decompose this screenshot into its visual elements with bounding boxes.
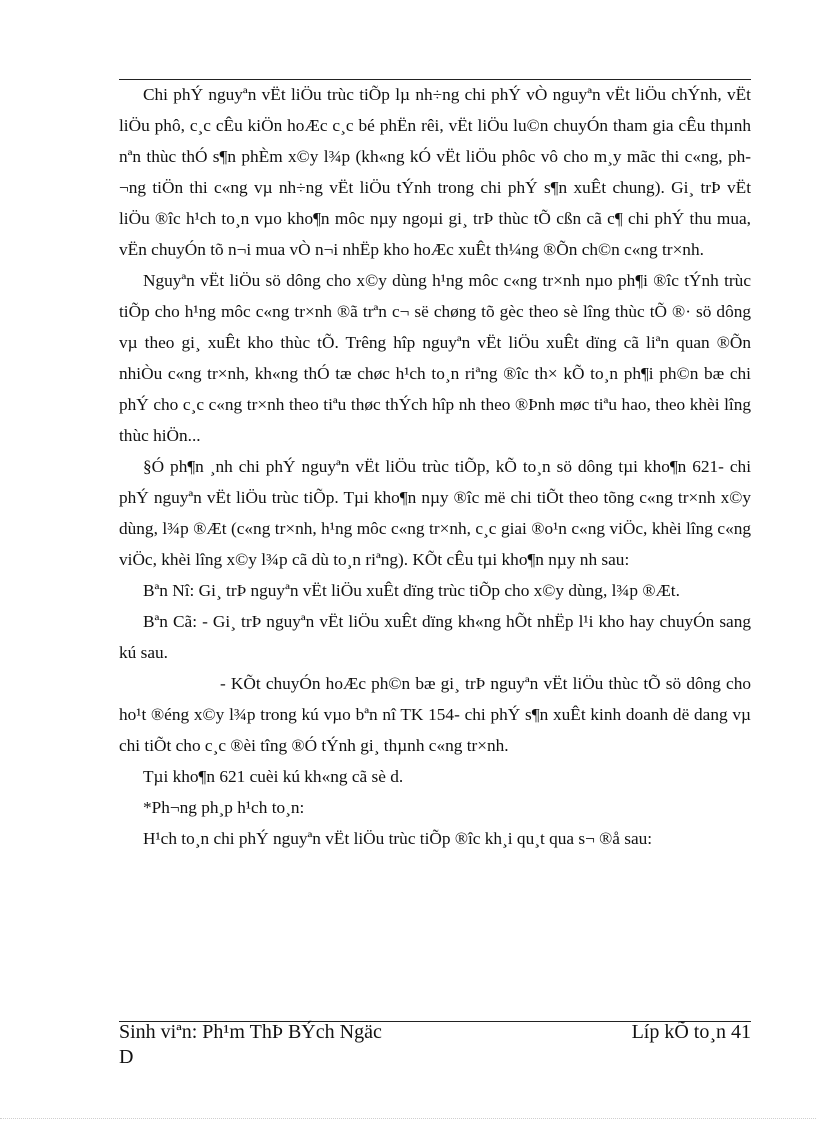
footer-student [119, 1020, 479, 1070]
footer-continuation: D [119, 1046, 134, 1068]
footer-student-name: Sinh viªn: Ph¹m ThÞ BÝch Ngäc [119, 1021, 382, 1043]
paragraph-credit-side: Bªn Cã: - Gi¸ trÞ nguyªn vËt liÖu xuÊt dïng kh«ng hÕt nhËp l¹i kho hay chuyÓn sang kú sau. [119, 612, 751, 662]
paragraph-material-cost-definition: Chi phÝ nguyªn vËt liÖu trùc tiÕp lµ nh÷ng chi phÝ vÒ nguyªn vËt liÖu chÝnh, vËt liÖu phô, c¸c cÊu kiÖn hoÆc c¸c bé phËn rêi, vËt liÖu lu©n chuyÓn tham gia cÊu thµnh nªn thùc thÓ s¶n phÈm x©y l¾p (kh«ng kÓ vËt liÖu phôc vô cho m¸y mãc thi c«ng, ph¬ng tiÖn thi c«ng vµ nh÷ng vËt liÖu tÝnh trong chi phÝ s¶n xuÊt chung). Gi¸ trÞ vËt liÖu ®îc h¹ch to¸n vµo kho¶n môc nµy ngoµi gi¸ trÞ thùc tÕ cßn cã c¶ chi phÝ thu mua, vËn chuyÓn tõ n¬i mua vÒ n¬i nhËp kho hoÆc xuÊt th¼ng ®Õn ch©n c«ng tr×nh. [119, 85, 751, 259]
document-body [119, 79, 751, 854]
paragraph-diagram-intro: H¹ch to¸n chi phÝ nguyªn vËt liÖu trùc tiÕp ®îc kh¸i qu¸t qua s¬ ®å sau: [143, 829, 653, 848]
page-edge [0, 1118, 816, 1119]
paragraph-method-heading: *Ph¬ng ph¸p h¹ch to¸n: [143, 798, 305, 817]
footer-class: Líp kÕ to¸n 41 [631, 1021, 751, 1043]
paragraph-no-balance: Tµi kho¶n 621 cuèi kú kh«ng cã sè d. [143, 767, 404, 786]
paragraph-credit-transfer: - KÕt chuyÓn hoÆc ph©n bæ gi¸ trÞ nguyªn vËt liÖu thùc tÕ sö dông cho ho¹t ®éng x©y l¾p trong kú vµo bªn nî TK 154- chi phÝ s¶n xuÊt kinh doanh dë dang vµ chi tiÕt cho c¸c ®èi tîng ®Ó tÝnh gi¸ thµnh c«ng tr×nh. [119, 674, 751, 755]
paragraph-material-allocation: Nguyªn vËt liÖu sö dông cho x©y dùng h¹ng môc c«ng tr×nh nµo ph¶i ®îc tÝnh trùc tiÕp cho h¹ng môc c«ng tr×nh ®ã trªn c¬ së chøng tõ gèc theo sè lîng thùc tÕ ®· sö dông vµ theo gi¸ xuÊt kho thùc tÕ. Trêng hîp nguyªn vËt liÖu xuÊt dïng cã liªn quan ®Õn nhiÒu c«ng tr×nh, kh«ng thÓ tæ chøc h¹ch to¸n riªng ®îc th× kÕ to¸n ph¶i ph©n bæ chi phÝ cho c¸c c«ng tr×nh theo tiªu thøc thÝch hîp nh theo ®Þnh møc tiªu hao, theo khèi lîng thùc hiÖn... [119, 271, 751, 445]
paragraph-account-621: §Ó ph¶n ¸nh chi phÝ nguyªn vËt liÖu trùc tiÕp, kÕ to¸n sö dông tµi kho¶n 621- chi phÝ nguyªn vËt liÖu trùc tiÕp. Tµi kho¶n nµy ®îc më chi tiÕt theo tõng c«ng tr×nh x©y dùng, l¾p ®Æt (c«ng tr×nh, h¹ng môc c«ng tr×nh, c¸c giai ®o¹n c«ng viÖc, khèi lîng c«ng viÖc, khèi lîng x©y l¾p cã dù to¸n riªng). KÕt cÊu tµi kho¶n nµy nh sau: [119, 457, 751, 569]
paragraph-debit-side: Bªn Nî: Gi¸ trÞ nguyªn vËt liÖu xuÊt dïng trùc tiÕp cho x©y dùng, l¾p ®Æt. [143, 581, 680, 600]
